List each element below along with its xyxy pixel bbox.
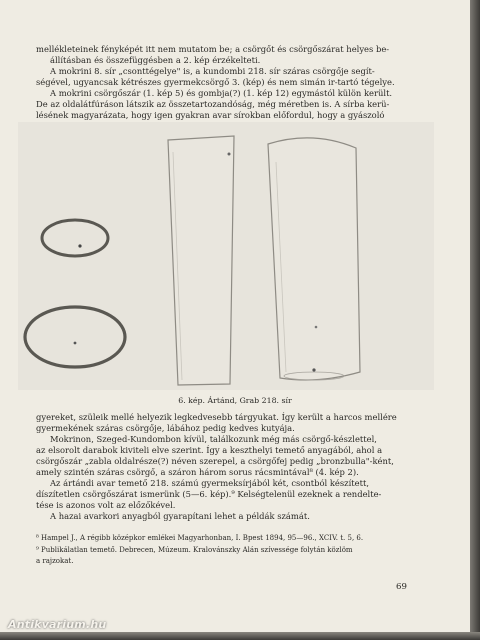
text-line: Mokrinon, Szeged-Kundombon kívül, találkozunk még más csörgő-készlettel, bbox=[50, 434, 377, 444]
text-line: A mokrini 8. sír „csonttégelye" is, a kundombi 218. sír száras csörgője segít- bbox=[50, 66, 375, 76]
hole-mark bbox=[315, 326, 318, 329]
text-line: mellékleteinek fényképét itt nem mutatom be; a csörgőt és csörgőszárat helyes be- bbox=[36, 44, 390, 54]
wide-bone-tube bbox=[268, 138, 360, 380]
book-spine-shadow bbox=[470, 0, 480, 640]
text-line: A mokrini csörgőszár (1. kép 5) és gombja(?) (1. kép 12) egymástól külön került. bbox=[50, 88, 393, 98]
hole-mark bbox=[78, 244, 81, 247]
page-bottom-shadow bbox=[0, 632, 480, 640]
page-number: 69 bbox=[396, 582, 407, 592]
hole-mark bbox=[74, 342, 77, 345]
watermark: Antikvarium.hu bbox=[8, 618, 107, 631]
text-line: Az ártándi avar temető 218. számú gyermeksírjából két, csontból készített, bbox=[50, 478, 369, 488]
footnote: ⁸ Hampel J., A régibb középkor emlékei Magyarhonban, I. Bpest 1894, 95—96., XCIV. t. 5, 6. bbox=[36, 534, 364, 542]
text-line: gyermekének száras csörgője, lábához pedig kedves kutyája. bbox=[36, 423, 295, 433]
text-line: csörgőszár „zabla oldalrésze(?) néven szerepel, a csörgőfej pedig „bronzbulla"-ként, bbox=[36, 456, 394, 466]
text-line: az elsorolt darabok kiviteli elve szerint. Így a keszthelyi temető anyagából, ahol a bbox=[36, 445, 383, 455]
hole-mark bbox=[312, 368, 315, 371]
hole-mark bbox=[228, 153, 231, 156]
text-line: De az oldalátfúráson látszik az összetartozandóság, még méretben is. A sírba kerü- bbox=[36, 99, 390, 109]
text-line: díszítetlen csörgőszárat ismerünk (5—6. kép).⁹ Kelségtelenül ezeknek a rendelte- bbox=[36, 489, 382, 499]
text-line: tése is azonos volt az előzőkével. bbox=[36, 500, 176, 510]
footnote: a rajzokat. bbox=[36, 557, 74, 565]
text-line: amely szintén száras csörgő, a száron három sorus rácsmintával⁸ (4. kép 2). bbox=[36, 467, 359, 477]
text-line: ségével, ugyancsak kétrészes gyermekcsörgő 3. (kép) és nem simán ir-tartó tégelye. bbox=[36, 77, 395, 87]
text-line: lésének magyarázata, hogy igen gyakran avar sírokban előfordul, hogy a gyászoló bbox=[36, 110, 385, 120]
bone-rattle-figure bbox=[18, 122, 434, 390]
footnote: ⁹ Publikálatlan temető. Debrecen, Múzeum. Kralovánszky Alán szívessége folytán közlöm bbox=[36, 546, 353, 554]
narrow-bone-tube bbox=[168, 136, 234, 385]
text-line: állításban és összefüggésben a 2. kép érzékelteti. bbox=[50, 55, 261, 65]
text-line: gyereket, szüleik mellé helyezik legkedvesebb tárgyukat. Így került a harcos mellére bbox=[36, 412, 397, 422]
figure-caption: 6. kép. Ártánd, Grab 218. sír bbox=[178, 396, 292, 405]
text-line: A hazai avarkori anyagból gyarapítani lehet a példák számát. bbox=[50, 511, 310, 521]
